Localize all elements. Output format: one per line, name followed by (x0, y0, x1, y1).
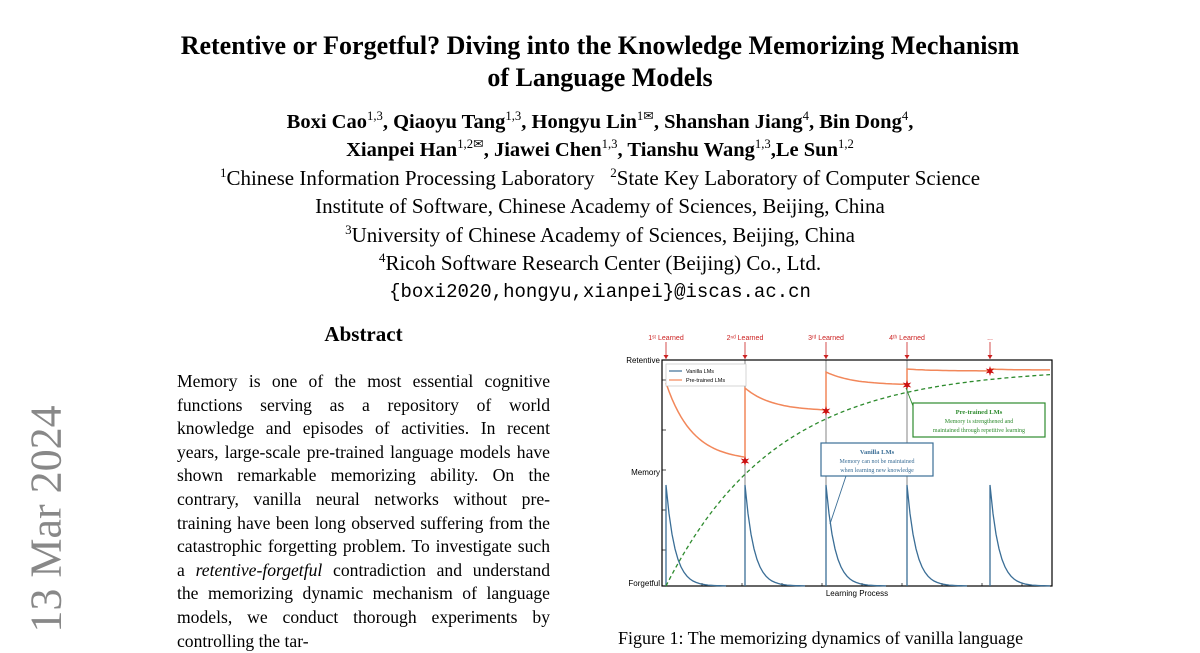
pretrained-box-line-1: Memory is strengthened and (944, 419, 1014, 425)
abstract-text-end: contradiction and understand the memorizing dynamic mechanism of language models, we conduct thorough experiments by controlling the tar- (177, 559, 550, 651)
paper-title (0, 30, 1200, 94)
affil-sup: 2 (610, 165, 617, 180)
title-line-1: Retentive or Forgetful? Diving into the Knowledge Memorizing Mechanism (180, 31, 1020, 60)
author-affil-sup: 1,3 (366, 109, 383, 124)
author-separator: , (521, 111, 532, 133)
learning-arrow-head (664, 355, 669, 359)
pretrained-box-title: Pre-trained LMs (955, 409, 1003, 416)
affiliations (0, 164, 1200, 306)
legend (666, 364, 746, 386)
affil-sup: 3 (345, 221, 352, 237)
vanilla-annotation (821, 443, 933, 524)
author-name: Shanshan Jiang (664, 111, 803, 133)
author-name: Le Sun (775, 139, 838, 161)
memory-dynamics-diagram (614, 328, 1064, 608)
abstract-emphasis: retentive-forgetful (195, 559, 323, 580)
author-affil-sup: 1,2✉ (457, 137, 484, 152)
author-name: Boxi Cao (286, 111, 367, 133)
author-affil-sup: 1,3 (505, 109, 522, 124)
affil-sup: 1 (219, 165, 227, 180)
author-affil-sup: 4 (802, 109, 809, 124)
figure-caption: Figure 1: The memorizing dynamics of vanilla language (618, 628, 1024, 648)
author-separator: , (483, 139, 494, 161)
author-separator: , (382, 111, 394, 133)
pretrained-box-line-2: maintained through repetitive learning (932, 428, 1026, 434)
author-name: Jiawei Chen (493, 139, 602, 161)
y-label-forgetful: Forgetful (628, 579, 660, 588)
affiliation-line-1 (0, 164, 1200, 192)
author-list (0, 108, 1200, 164)
vanilla-curve (666, 485, 1050, 586)
vanilla-box-title: Vanilla LMs (859, 449, 895, 456)
learning-label: 4ᵗʰ Learned (889, 335, 925, 342)
author-name: Tianshu Wang (627, 139, 755, 161)
pretrained-annotation (906, 388, 1045, 437)
legend-pretrained: Pre-trained LMs (686, 378, 726, 384)
learning-arrow-head (905, 355, 910, 359)
affiliation-3: University of Chinese Academy of Sciences, Beijing, China (351, 222, 855, 247)
affiliation-2: State Key Laboratory of Computer Science (616, 166, 981, 190)
affiliation-4: Ricoh Software Research Center (Beijing) Co., Ltd. (385, 251, 822, 276)
author-separator: , (770, 139, 776, 161)
x-axis-label: Learning Process (825, 589, 889, 598)
author-line-2 (0, 136, 1200, 164)
author-name: Qiaoyu Tang (393, 111, 506, 133)
affiliation-line-4 (0, 249, 1200, 277)
author-name: Bin Dong (819, 111, 902, 133)
figure-1 (614, 328, 1064, 608)
author-separator: , (653, 111, 665, 133)
affiliation-line-2: Institute of Software, Chinese Academy of Sciences, Beijing, China (315, 194, 885, 219)
abstract-body (177, 370, 550, 653)
learning-arrow-head (824, 355, 829, 359)
author-affil-sup: 1,3 (601, 137, 618, 152)
memory-star (822, 406, 831, 416)
title-line-2: of Language Models (487, 63, 713, 92)
author-name: Xianpei Han (346, 139, 458, 161)
arxiv-date-text: 13 Mar 2024 (21, 405, 71, 633)
abstract-heading: Abstract (324, 322, 403, 346)
arxiv-date-stamp (21, 405, 71, 633)
author-affil-sup: 1,3 (754, 137, 771, 152)
author-line-1 (0, 108, 1200, 136)
vanilla-box-line-2: when learning new knowledge (840, 468, 914, 474)
author-separator: , (908, 111, 914, 133)
author-separator: , (808, 111, 820, 133)
learning-arrow-head (988, 355, 993, 359)
y-label-retentive: Retentive (626, 356, 660, 365)
learning-labels (648, 335, 993, 342)
y-label-memory: Memory (631, 468, 660, 477)
vanilla-box-line-1: Memory can not be maintained (839, 459, 915, 465)
author-affil-sup: 4 (901, 109, 909, 124)
email-line: {boxi2020,hongyu,xianpei}@iscas.ac.cn (389, 280, 811, 303)
affiliation-1: Chinese Information Processing Laboratory (226, 166, 595, 190)
vanilla-arrow (830, 476, 846, 524)
abstract-text: Memory is one of the most essential cognitive functions serving as a repository of world knowledge and episodes of activities. In recent years, large-scale pre-trained language models have shown remarkable memorizing ability. On the contrary, vanilla neural networks without pre-training have been long observed suffering from the catastrophic forgetting problem. To investigate such a (177, 371, 550, 580)
affil-sup: 4 (378, 250, 386, 266)
memory-star (741, 456, 750, 466)
author-affil-sup: 1✉ (636, 109, 654, 124)
affiliation-line-3 (0, 221, 1200, 249)
legend-vanilla: Vanilla LMs (686, 369, 715, 375)
learning-label: ... (987, 335, 993, 342)
learning-label: 2ⁿᵈ Learned (726, 335, 764, 342)
author-name: Hongyu Lin (531, 111, 637, 133)
learning-label: 1ˢᵗ Learned (648, 335, 684, 342)
learning-label: 3ʳᵈ Learned (808, 335, 844, 342)
author-separator: , (617, 139, 628, 161)
learning-arrow-head (743, 355, 748, 359)
author-affil-sup: 1,2 (837, 137, 854, 152)
